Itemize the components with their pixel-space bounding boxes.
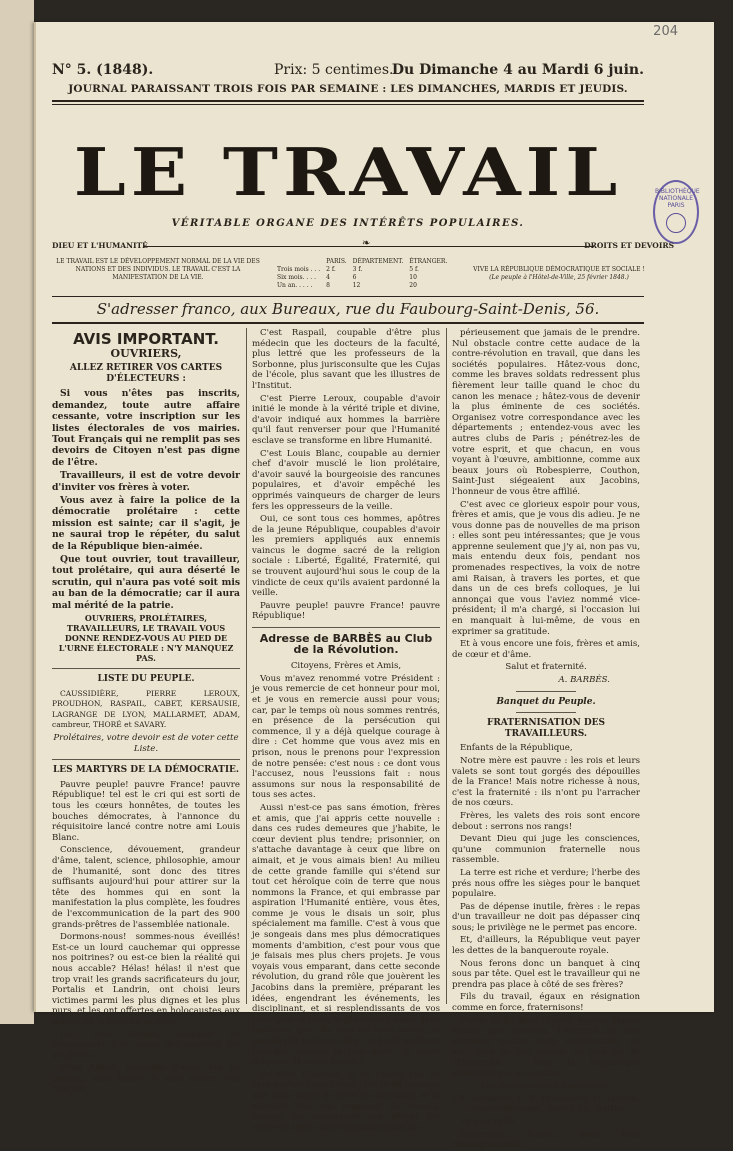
tariff-cell: 4 [326,274,330,281]
martyrs-paragraph: C'est Raspail, coupable d'être plus médecin que les docteurs de la faculté, plus lettré que les professeurs de la Sorbonne, plus jurisconsulte que les Cujas de l'école, plus savant que les illustres de l'Institut. [252,328,440,391]
tariff-header: ÉTRANGER. [409,258,448,265]
address-rule-top [52,296,644,297]
separator [516,691,576,692]
folio-number: 204 [653,24,678,39]
avis-paragraph: Travailleurs, il est de votre devoir d'inviter vos frères à voter. [52,470,240,493]
banquet-contact: S'adresser franco, pour tous renseignements [452,1129,640,1151]
tariff-row [274,274,450,282]
column-3 [452,328,640,1151]
commissaires-names: Ch. Deshayes, L.-B. Thomassin, M. Leinen, Grossier-Barengé, Berrot fils, Battier. [452,1093,640,1115]
tariff-cell: 12 [352,282,361,289]
avis-paragraph: Que tout ouvrier, tout travailleur, tout prolétaire, qui aura déserté le scrutin, qui n'aura pas voté soit mis au ban de la démocratie; car il aura mal mérité de la patrie. [52,554,240,611]
issue-price: Prix: 5 centimes. [274,62,394,78]
liste-names: CAUSSIDIÈRE, PIERRE LEROUX, PROUDHON, RASPAIL, CABET, KERSAUSIE, LAGRANGE DE LYON, MALLARMET, ADAM, cambreur, THORÉ et SAVARY. [52,688,240,730]
tariff-cell: Six mois. . . . [277,274,316,281]
ouvriers-heading: OUVRIERS, [110,346,182,360]
tariff-cell: 20 [409,282,417,289]
article-columns [52,328,644,1151]
tariff-row [274,282,450,290]
tariff-header: DÉPARTEMENT. [352,258,404,265]
banquet-date: 28 mai 1848. [460,1116,518,1127]
commissaires-label: Les commissaires fondateurs, [481,1081,611,1092]
banquet-paragraph: Pleins de foi dans l'avenir, soyons dignes autant que dévoués. L'Éternel ne doit entendre qu'une seule acclamation, un seul vœu de nos cœurs, un seul cri de l'Humanité : Vive la République démocratique et sociale! [452,1015,640,1079]
banquet-paragraph: Et, d'ailleurs, la République veut payer les dettes de la banqueroute royale. [452,935,640,957]
top-rule [52,100,644,102]
adresse-paragraph: C'est avec ce glorieux espoir pour vous, frères et amis, que je vous dis adieu. Je ne vous donne pas de nouvelles de ma prison : elles sont peu intéressantes; que je vous apprenne seulement que j'y ai, non pas vu, mais entendu deux fois, pendant nos promenades respectives, la voix de notre ami Raisan, à travers les portes, et que dans un de ces brefs colloques, je lui annonçai que vous l'aviez nommé vice-président; il m'a chargé, si l'occasion lui en manquait à lui-même, de vous en exprimer sa gratitude. [452,499,640,637]
banquet-paragraph: Notre mère est pauvre : les rois et leurs valets se sont tout gorgés des dépouilles de la France! Mais notre richesse à nous, c'est la fraternité : ils n'ont pu l'arracher de nos cœurs. [452,755,640,809]
stamp-text: BIBLIOTHÈQUE NATIONALE PARIS [655,188,700,210]
page-edge [34,22,36,1012]
ornament-icon: ❧ [362,238,371,249]
info-right [470,266,648,282]
banquet-heading: Banquet du Peuple. [496,696,596,707]
left-tag: DIEU ET L'HUMANITÉ [52,241,148,250]
info-right-attribution: (Le peuple à l'Hôtel-de-Ville, 25 février 1848.) [489,274,629,281]
martyrs-paragraph: Oui, ce sont tous ces hommes, apôtres de la jeune République, coupables d'avoir les premiers appliqués aux ennemis vaincus le dogme sacré de la religion sociale : Liberté, Égalité, Fraternité, qui se trouvent aujourd'hui sous le coup de la vindicte de ceux qu'ils avaient pardonné la veille. [252,514,440,599]
adresse-salut: Salut et fraternité. [505,662,587,673]
martyrs-heading: LES MARTYRS DE LA DÉMOCRATIE. [52,765,240,776]
column-2 [252,328,440,1133]
tariff-cell: 10 [409,274,417,281]
fraternisation-heading: FRATERNISATION DES TRAVAILLEURS. [486,718,606,739]
banquet-paragraph: Enfants de la République, [460,743,573,754]
allez-line: ALLEZ RETIRER VOS CARTES D'ÉLECTEURS : [69,363,223,384]
separator [516,712,576,713]
top-rule-thin [52,104,644,105]
tariff-cell: 5 f. [409,266,419,273]
adresse-heading: Adresse de BARBÈS au Club de la Révolution. [259,632,433,656]
banquet-paragraph: Frères, les valets des rois sont encore debout : serrons nos rangs! [452,810,640,832]
adjacent-page [0,0,34,1024]
tariff-cell: Un an. . . . . [277,282,313,289]
adresse-paragraph: Et à vous encore une fois, frères et amis, de cœur et d'âme. [452,639,640,660]
library-stamp [653,180,699,244]
martyrs-paragraph: C'est Louis Blanc, coupable au dernier chef d'avoir musclé le lion prolétaire, d'avoir sauvé la bourgeoisie des rancunes populaires, et d'avoir empêché les opprimés vainqueurs de charger de leurs fers les oppresseurs de la veille. [252,448,440,512]
martyrs-paragraph: Conscience, dévouement, grandeur d'âme, talent, science, philosophie, amour de l'humanité, sont donc des titres suffisants aujourd'hui pour attirer sur la tête des hommes qui en sont la manifestation la plus complète, les foudres de l'excommunication de la part des 900 grands-prêtres de l'assemblée nationale. [52,845,240,930]
separator [52,668,240,669]
tariff-cell: Trois mois . . . [277,266,321,273]
tariff-cell: 6 [352,274,357,281]
tariff-header-row [274,258,450,266]
martyrs-paragraph: C'est Albert, coupable d'avoir été au pouvoir sans haine et sans colère, lui, ouvrier; [52,1063,240,1095]
tariff-header [274,258,323,266]
masthead-title: LE TRAVAIL [73,135,623,211]
newspaper-page [34,22,714,1151]
tariff-cell: 8 [326,282,330,289]
martyrs-paragraph: Pauvre peuple! pauvre France! pauvre République! [252,600,440,622]
address-rule-bottom [52,322,644,324]
masthead-motto: VÉRITABLE ORGANE DES INTÉRÊTS POPULAIRES. [171,218,525,229]
adresse-paragraph: Ce rôle, Citoyens, je ne l'aurai pas en vain souhaité pour vous : l'acte de courage que vous venez de faire en m'élisant, et la réaction (ces vils crapauds du marais, comme les nommaient nos pères) qui relève la tête, vous commande plus im- [252,1069,440,1133]
issue-date: Du Dimanche 4 au Mardi 6 juin. [391,62,644,78]
column-divider [446,328,447,1004]
banquet-paragraph: Pas de dépense inutile, frères : le repas d'un travailleur ne doit pas dépasser cinq sous; le privilège ne le permet pas encore. [452,901,640,933]
adresse-paragraph: Aussi n'est-ce pas sans émotion, frères et amis, que j'ai appris cette nouvelle : dans ces rudes demeures que j'habite, le cœur devient plus tendre; prisonnier, on s'attache davantage à ceux que libre on aimait, et je vous aimais bien! Au milieu de cette grande famille qui s'étend sur tout cet héroïque coin de terre que nous nommons la France, et qui embrasse par aspiration l'Humanité entière, vous êtes, comme je vous le disais un soir, plus spécialement ma famille. C'est à vous que je songeais dans mes plus démocratiques moments d'ambition, c'est pour vous que je faisais mes plus chers projets. Je vous voyais vous emparant, dans cette seconde révolution, du grand rôle que jouèrent les Jacobins dans la première, préparant les idées, engendrant les événements, les disciplinant, et si resplendissants de vos principes, si haut, si gravement placé dans l'opinion, que, du coin où vous seriez, le peuple pût toujours dire : «Là est la raison pratique comme le bon droit, là notre drapeau, là notre devoir.» [252,802,440,1068]
banquet-paragraph: Fils du travail, égaux en résignation comme en force, fraternisons! [452,992,640,1014]
tariff-cell: 2 f. [326,266,336,273]
tariff-header: PARIS. [326,258,347,265]
info-right-slogan: VIVE LA RÉPUBLIQUE DÉMOCRATIQUE ET SOCIALE ! [473,266,645,273]
liste-instruction: Prolétaires, votre devoir est de voter cette Liste. [53,733,239,754]
adresse-paragraph: périeusement que jamais de le prendre. Nul obstacle contre cette audace de la contre-révolution en travail, que dans les sociétés populaires. Hâtez-vous donc, comme les braves soldats redressent plus fièrement leur taille quand le choc du canon les menace ; hâtez-vous de devenir la plus éminente de ces sociétés. Organisez votre correspondance avec les départements ; entendez-vous avec les autres clubs de Paris ; pénétrez-les de votre esprit, et que chacun, en vous voyant à l'œuvre, ambitionne, comme aux beaux jours où Robespierre, Couthon, Saint-Just siégeaient aux Jacobins, l'honneur de vous être affilié. [452,328,640,497]
martyrs-paragraph: Dormons-nous! sommes-nous éveillés! Est-ce un lourd cauchemar qui oppresse nos poitrines? ou est-ce bien la réalité qui nous accable? Hélas! hélas! il n'est que trop vrai! les grands sacrificateurs du jour, Portalis et Landrin, ont choisi leurs victimes parmi les plus dignes et les plus purs, et les ont offertes en holocaustes aux mânes de la royauté vaincue. [52,932,240,1027]
publication-subtitle: JOURNAL PARAISSANT TROIS FOIS PAR SEMAINE : LES DIMANCHES, MARDIS ET JEUDIS. [68,83,628,95]
avis-paragraph: Vous avez à faire la police de la démocratie prolétaire : cette mission est sainte; car il s'agit, je ne saurai trop le répéter, du salut de la République bien-aimée. [52,495,240,552]
column-1 [52,328,240,1095]
adresse-paragraph: Vous m'avez renommé votre Président : je vous remercie de cet honneur pour moi, et je vous en remercie aussi pour vous; car, par le temps où nous sommes rentrés, en présence de la persécution qui commence, il y a déjà quelque courage à dire : Cet homme que vous avez mis en prison, nous le prenons pour l'expression de notre pensée: c'est nous : ce dont vous l'accusez, nous l'eussions fait : nous assumons sur nous la responsabilité de tous ses actes. [252,673,440,801]
right-tag: DROITS ET DEVOIRS [584,241,674,250]
tariff-row [274,266,450,274]
martyrs-paragraph: C'est Pierre Leroux, coupable d'avoir initié le monde à la vérité triple et divine, d'avoir indiqué aux hommes la barrière qu'il faut renverser pour que l'Humanité esclave se transforme en libre Humanité. [252,393,440,446]
stamp-seal-icon [666,213,686,233]
avis-paragraph: Si vous n'êtes pas inscrits, demandez, toute autre affaire cessante, votre inscription sur les listes électorales de vos mairies. Tout Français qui ne remplit pas ses devoirs de Citoyen n'est pas digne de l'être. [52,388,240,468]
liste-heading: LISTE DU PEUPLE. [97,674,195,685]
banquet-paragraph: La terre est riche et verdure; l'herbe des prés nous offre les sièges pour le banquet populaire. [452,867,640,900]
avis-heading: AVIS IMPORTANT. [73,330,219,348]
info-left: LE TRAVAIL EST LE DÉVELOPPEMENT NORMAL DE LA VIE DES NATIONS ET DES INDIVIDUS. LE TRAVAIL C'EST LA MANIFESTATION DE LA VIE. [56,258,260,281]
adresse-signature: A. BARBÈS. [558,675,610,685]
separator [52,759,240,760]
martyrs-paragraph: Pauvre peuple! pauvre France! pauvre République! tel est le cri qui est sorti de tous les cœurs honnêtes, de toutes les bouches démocrates, à l'annonce du réquisitoire lancé contre notre ami Louis Blanc. [52,779,240,843]
adresse-salutation: Citoyens, Frères et Amis, [290,661,402,672]
banquet-paragraph: Nous ferons donc un banquet à cinq sous par tête. Quel est le travailleur qui ne prendra pas place à côté de ses frères? [452,958,640,990]
address-line: S'adresser franco, aux Bureaux, rue du Faubourg-Saint-Denis, 56. [96,300,600,318]
issue-number: N° 5. (1848). [52,62,154,78]
subscription-tariff [274,258,464,290]
avis-call: OUVRIERS, PROLÉTAIRES, TRAVAILLEURS, LE TRAVAIL VOUS DONNE RENDEZ-VOUS AU PIED DE L'URNE ÉLECTORALE : N'Y MANQUEZ PAS. [58,613,234,664]
column-divider [246,328,247,1004]
martyrs-paragraph: Oui; c'est Barbès, coupable de dévouement à la cause des ouvriers qui souffrent; [52,1029,240,1061]
tariff-cell: 3 f. [352,266,363,273]
separator [252,627,440,628]
banquet-paragraph: Devant Dieu qui juge les consciences, qu'une communion fraternelle nous rassemble. [452,834,640,866]
